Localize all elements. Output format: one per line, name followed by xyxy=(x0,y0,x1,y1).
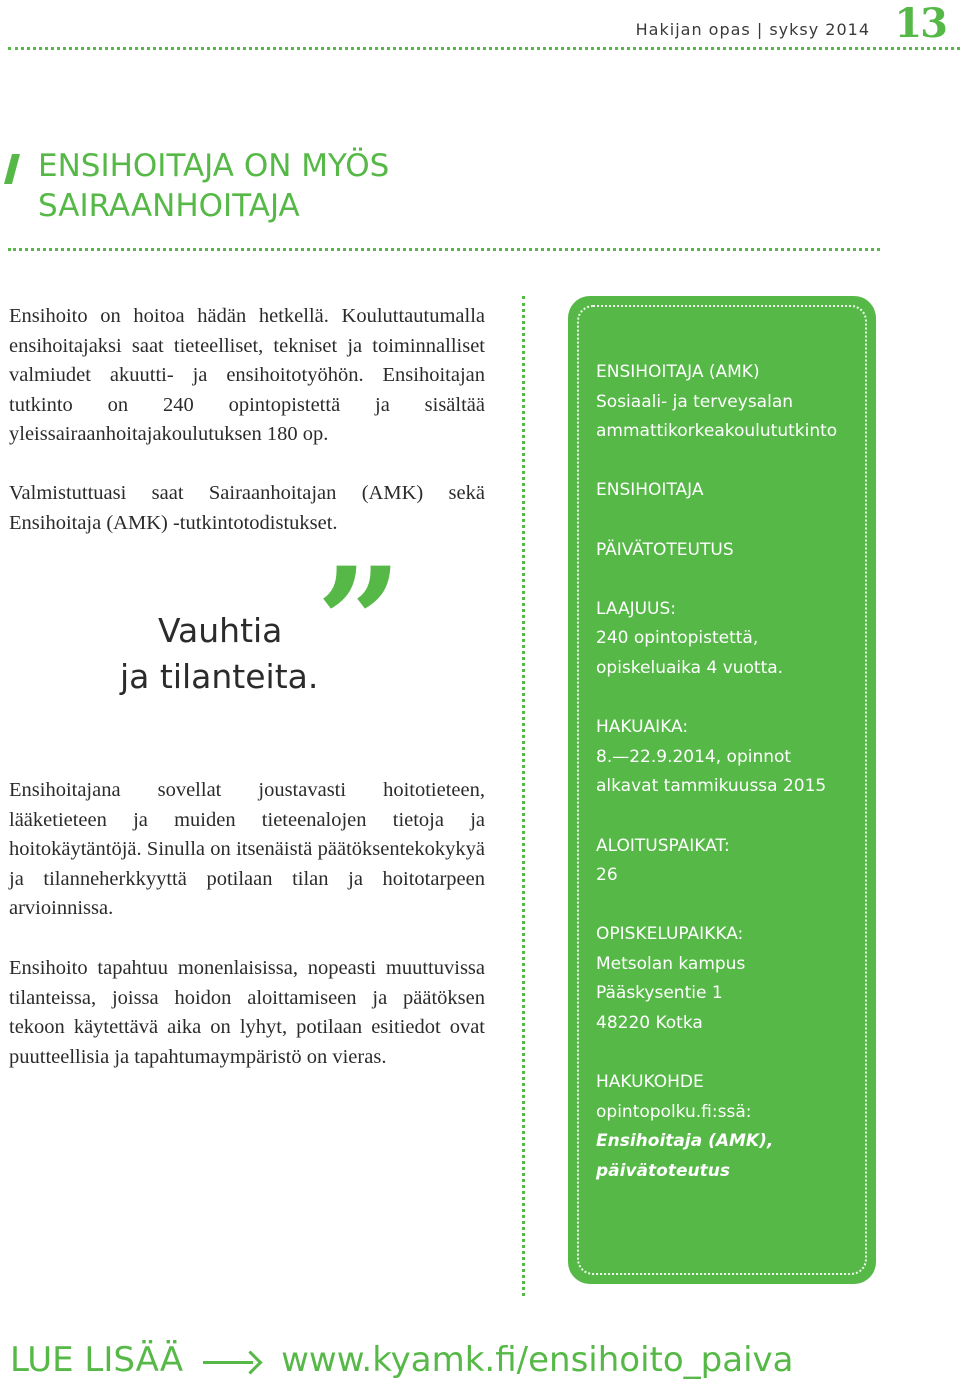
apply-line-2: alkavat tammikuussa 2015 xyxy=(596,776,827,797)
title-line-1: ENSIHOITAJA ON MYÖS xyxy=(38,148,390,184)
pull-quote xyxy=(120,608,318,700)
publication-title: Hakijan opas | syksy 2014 xyxy=(635,20,870,39)
degree-title: ENSIHOITAJA (AMK) xyxy=(596,362,760,382)
location-line-1: Metsolan kampus xyxy=(596,953,746,974)
read-more-footer xyxy=(10,1336,794,1384)
quote-line-2: ja tilanteita. xyxy=(120,657,319,696)
quote-mark-icon: ” xyxy=(316,535,403,711)
slash-icon xyxy=(4,154,20,184)
degree-line-1: Sosiaali- ja terveysalan xyxy=(596,391,794,412)
apply-label: HAKUAIKA: xyxy=(596,717,689,738)
info-box-content xyxy=(596,358,866,1187)
paragraph-environment: Ensihoito tapahtuu monenlaisissa, nopeasti muuttuvissa tilanteissa, joissa hoidon aloittamiseen ja päätöksen tekoon käytettävä aika on lyhyt, potilaan esitiedot ovat puutteellisia ja tapahtumaympäristö on vieras. xyxy=(9,957,485,1068)
location-line-2: Pääskysentie 1 xyxy=(596,983,723,1004)
read-more-label: LUE LISÄÄ xyxy=(10,1340,184,1380)
places-label: ALOITUSPAIKAT: xyxy=(596,835,730,856)
target-line-3: päivätoteutus xyxy=(596,1161,730,1182)
location-line-3: 48220 Kotka xyxy=(596,1013,703,1034)
header-divider xyxy=(8,47,960,50)
program-name: ENSIHOITAJA xyxy=(596,480,704,501)
quote-line-1: Vauhtia xyxy=(158,611,283,650)
degree-line-2: ammattikorkeakoulututkinto xyxy=(596,421,838,442)
paragraph-degrees: Valmistuttuasi saat Sairaanhoitajan (AMK) sekä Ensihoitaja (AMK) -tutkintotodistukset. xyxy=(9,482,485,534)
scope-label: LAAJUUS: xyxy=(596,598,677,619)
study-mode: PÄIVÄTOTEUTUS xyxy=(596,539,734,560)
info-box xyxy=(568,296,876,1284)
apply-line-1: 8.—22.9.2014, opinnot xyxy=(596,746,792,767)
target-label: HAKUKOHDE xyxy=(596,1072,704,1093)
target-line-1: opintopolku.fi:ssä: xyxy=(596,1101,752,1122)
column-divider xyxy=(522,296,525,1296)
page-number: 13 xyxy=(894,0,946,47)
title-line-2: SAIRAANHOITAJA xyxy=(38,188,300,224)
title-divider xyxy=(8,248,880,251)
article-title xyxy=(38,146,538,226)
paragraph-intro: Ensihoito on hoitoa hädän hetkellä. Kouluttautumalla ensihoitajaksi saat tieteelliset, tekniset ja toiminnalliset valmiudet akuutti- ja ensihoitotyöhön. Ensihoitajan tutkinto on 240 opintopistettä ja sisältää yleissairaanhoitajakoulutuksen 180 op. xyxy=(9,305,485,445)
location-label: OPISKELUPAIKKA: xyxy=(596,924,744,945)
places-value: 26 xyxy=(596,865,618,886)
read-more-link[interactable]: www.kyamk.fi/ensihoito_paiva xyxy=(281,1340,794,1380)
paragraph-skills: Ensihoitajana sovellat joustavasti hoitotieteen, lääketieteen ja muiden tieteenalojen tietoja ja hoitokäytäntöjä. Sinulla on itsenäistä päätöksentekokykyä ja tilanneherkkyyttä potilaan tilan ja hoitotarpeen arvioinnissa. xyxy=(9,779,485,919)
scope-line-2: opiskeluaika 4 vuotta. xyxy=(596,657,784,678)
arrow-right-icon xyxy=(203,1352,263,1372)
page-header xyxy=(0,0,960,50)
scope-line-1: 240 opintopistettä, xyxy=(596,628,759,649)
target-line-2: Ensihoitaja (AMK), xyxy=(596,1131,774,1152)
